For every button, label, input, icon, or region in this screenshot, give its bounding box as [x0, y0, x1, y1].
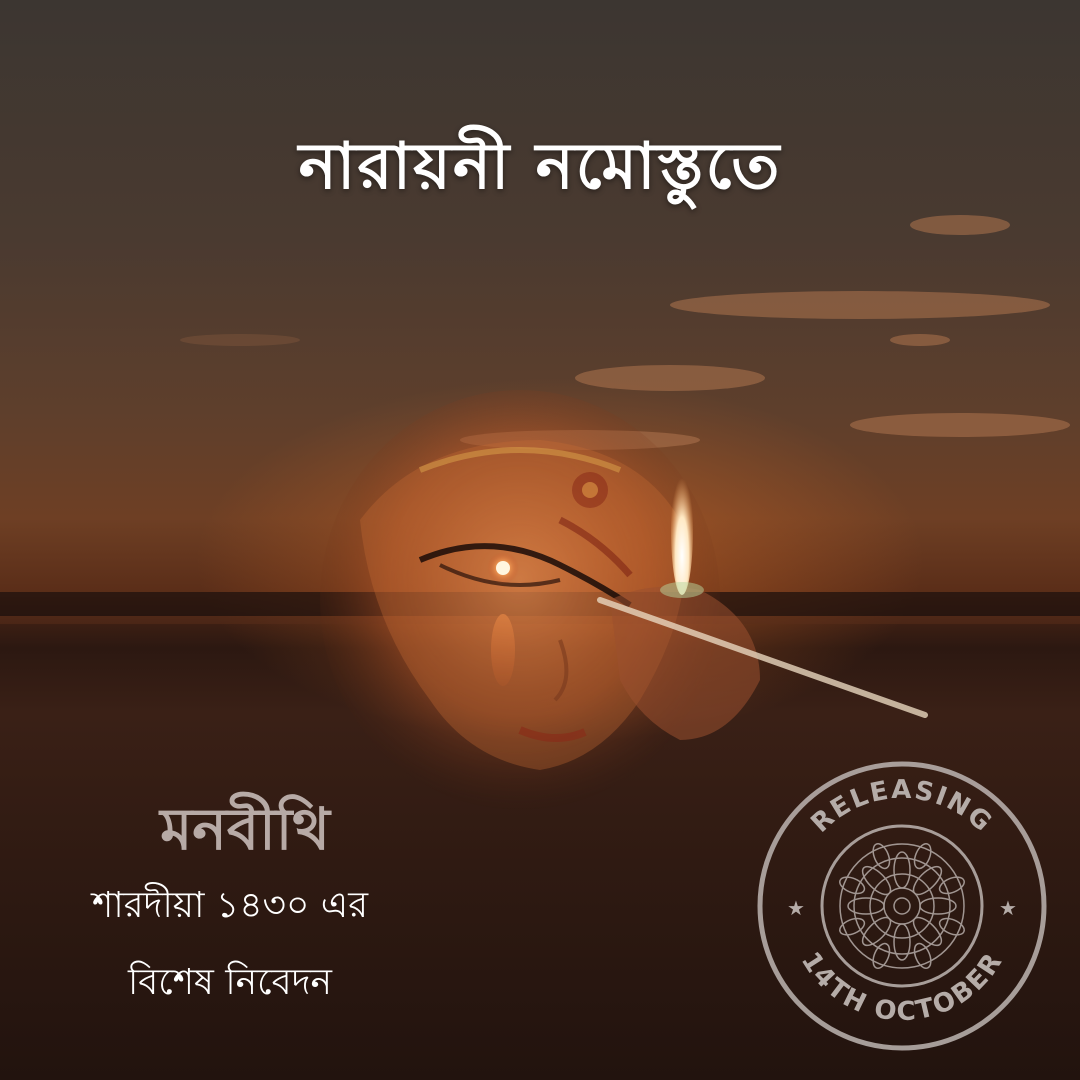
stamp-top-text: RELEASING	[805, 774, 999, 839]
clouds	[180, 215, 1070, 450]
brand-logo-text: মনবীথি	[160, 795, 330, 863]
lamp-flame	[671, 465, 693, 595]
page-title: নারায়নী নমোস্তুতে	[298, 130, 782, 204]
star-icon: ★	[999, 896, 1017, 920]
stamp-bottom-text: 14TH OCTOBER	[794, 946, 1010, 1028]
subtitle-line-2: বিশেষ নিবেদন	[127, 962, 333, 1003]
release-stamp	[756, 760, 1048, 1052]
subtitle-line-1: শারদীয়া ১৪৩০ এর	[91, 885, 368, 926]
star-icon: ★	[787, 896, 805, 920]
mandala-icon	[814, 818, 989, 993]
